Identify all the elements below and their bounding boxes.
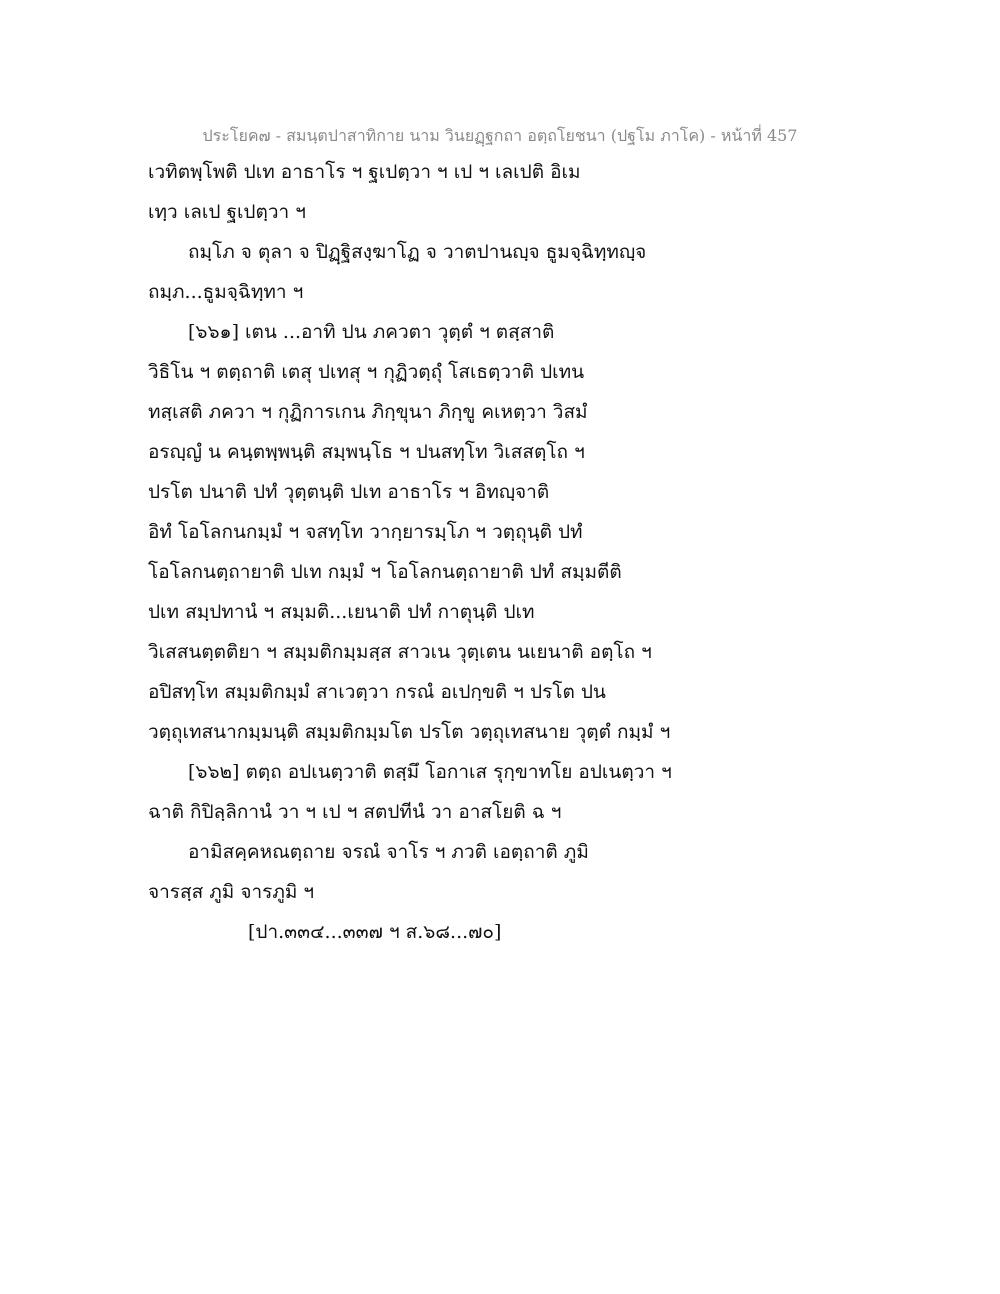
text-line-8: อรญฺญํ น คนฺตพฺพนฺติ สมฺพนฺโธ ฯ ปนสทฺโท วิเสสตฺโถ ฯ: [148, 441, 585, 463]
text-line-9: ปรโต ปนาติ ปทํ วุตฺตนฺติ ปเท อาธาโร ฯ อิทญฺจาติ: [148, 481, 550, 503]
text-line-17: ฉาติ กิปิลฺลิกานํ วา ฯ เป ฯ สตปทีนํ วา อาสโยติ ฉ ฯ: [148, 801, 562, 823]
text-line-3: ถมฺโภ จ ตุลา จ ปิฏฺฐิสงฺฆาโฏ จ วาตปานญฺจ ธูมจฺฉิทฺทญฺจ: [188, 241, 647, 263]
text-line-10: อิทํ โอโลกนกมฺมํ ฯ จสทฺโท วากฺยารมฺโภ ฯ วตฺถุนฺติ ปทํ: [148, 521, 583, 543]
text-line-19: จารสฺส ภูมิ จารภูมิ ฯ: [148, 881, 315, 903]
text-line-6: วิธิโน ฯ ตตฺถาติ เตสุ ปเทสุ ฯ กุฏิวตฺถุํ โสเธตฺวาติ ปเทน: [148, 361, 585, 383]
text-line-2: เทฺว เลเป ฐเปตฺวา ฯ: [148, 201, 306, 223]
text-line-13: วิเสสนตฺตติยา ฯ สมฺมติกมฺมสฺส สาวเน วุตฺเตน นเยนาติ อตฺโถ ฯ: [148, 641, 652, 663]
text-line-15: วตฺถุเทสนากมฺมนฺติ สมฺมติกมฺมโต ปรโต วตฺถุเทสนาย วุตฺตํ กมฺมํ ฯ: [148, 721, 671, 743]
reference-citation: [ปา.๓๓๔...๓๓๗ ฯ ส.๖๘...๗๐]: [248, 921, 502, 943]
text-line-11: โอโลกนตฺถายาติ ปเท กมฺมํ ฯ โอโลกนตฺถายาติ ปทํ สมฺมตีติ: [148, 561, 622, 583]
text-line-1: เวทิตพฺโพติ ปเท อาธาโร ฯ ฐเปตฺวา ฯ เป ฯ เลเปติ อิเม: [148, 161, 581, 183]
text-line-16: [๖๖๒] ตตฺถ อปเนตฺวาติ ตสฺมึ โอกาเส รุกฺขาทโย อปเนตฺวา ฯ: [188, 761, 672, 783]
text-line-4: ถมฺภ...ธูมจฺฉิทฺทา ฯ: [148, 281, 304, 303]
text-line-7: ทสฺเสติ ภควา ฯ กุฏิการเกน ภิกฺขุนา ภิกฺขู คเหตฺวา วิสมํ: [148, 401, 588, 423]
text-line-14: อปิสทฺโท สมฺมติกมฺมํ สาเวตฺวา กรณํ อเปกฺขติ ฯ ปรโต ปน: [148, 681, 606, 703]
page-header: ประโยค๗ - สมนฺตปาสาทิกาย นาม วินยฏฺฐกถา อตฺถโยชนา (ปฐโม ภาโค) - หน้าที่ 457: [202, 126, 798, 145]
text-line-5: [๖๖๑] เตน ...อาทิ ปน ภควตา วุตฺตํ ฯ ตสฺสาติ: [188, 321, 555, 343]
text-line-18: อามิสคฺคหณตฺถาย จรณํ จาโร ฯ ภวติ เอตฺถาติ ภูมิ: [188, 841, 589, 863]
text-line-12: ปเท สมฺปทานํ ฯ สมฺมติ...เยนาติ ปทํ กาตุนฺติ ปเท: [148, 601, 535, 623]
